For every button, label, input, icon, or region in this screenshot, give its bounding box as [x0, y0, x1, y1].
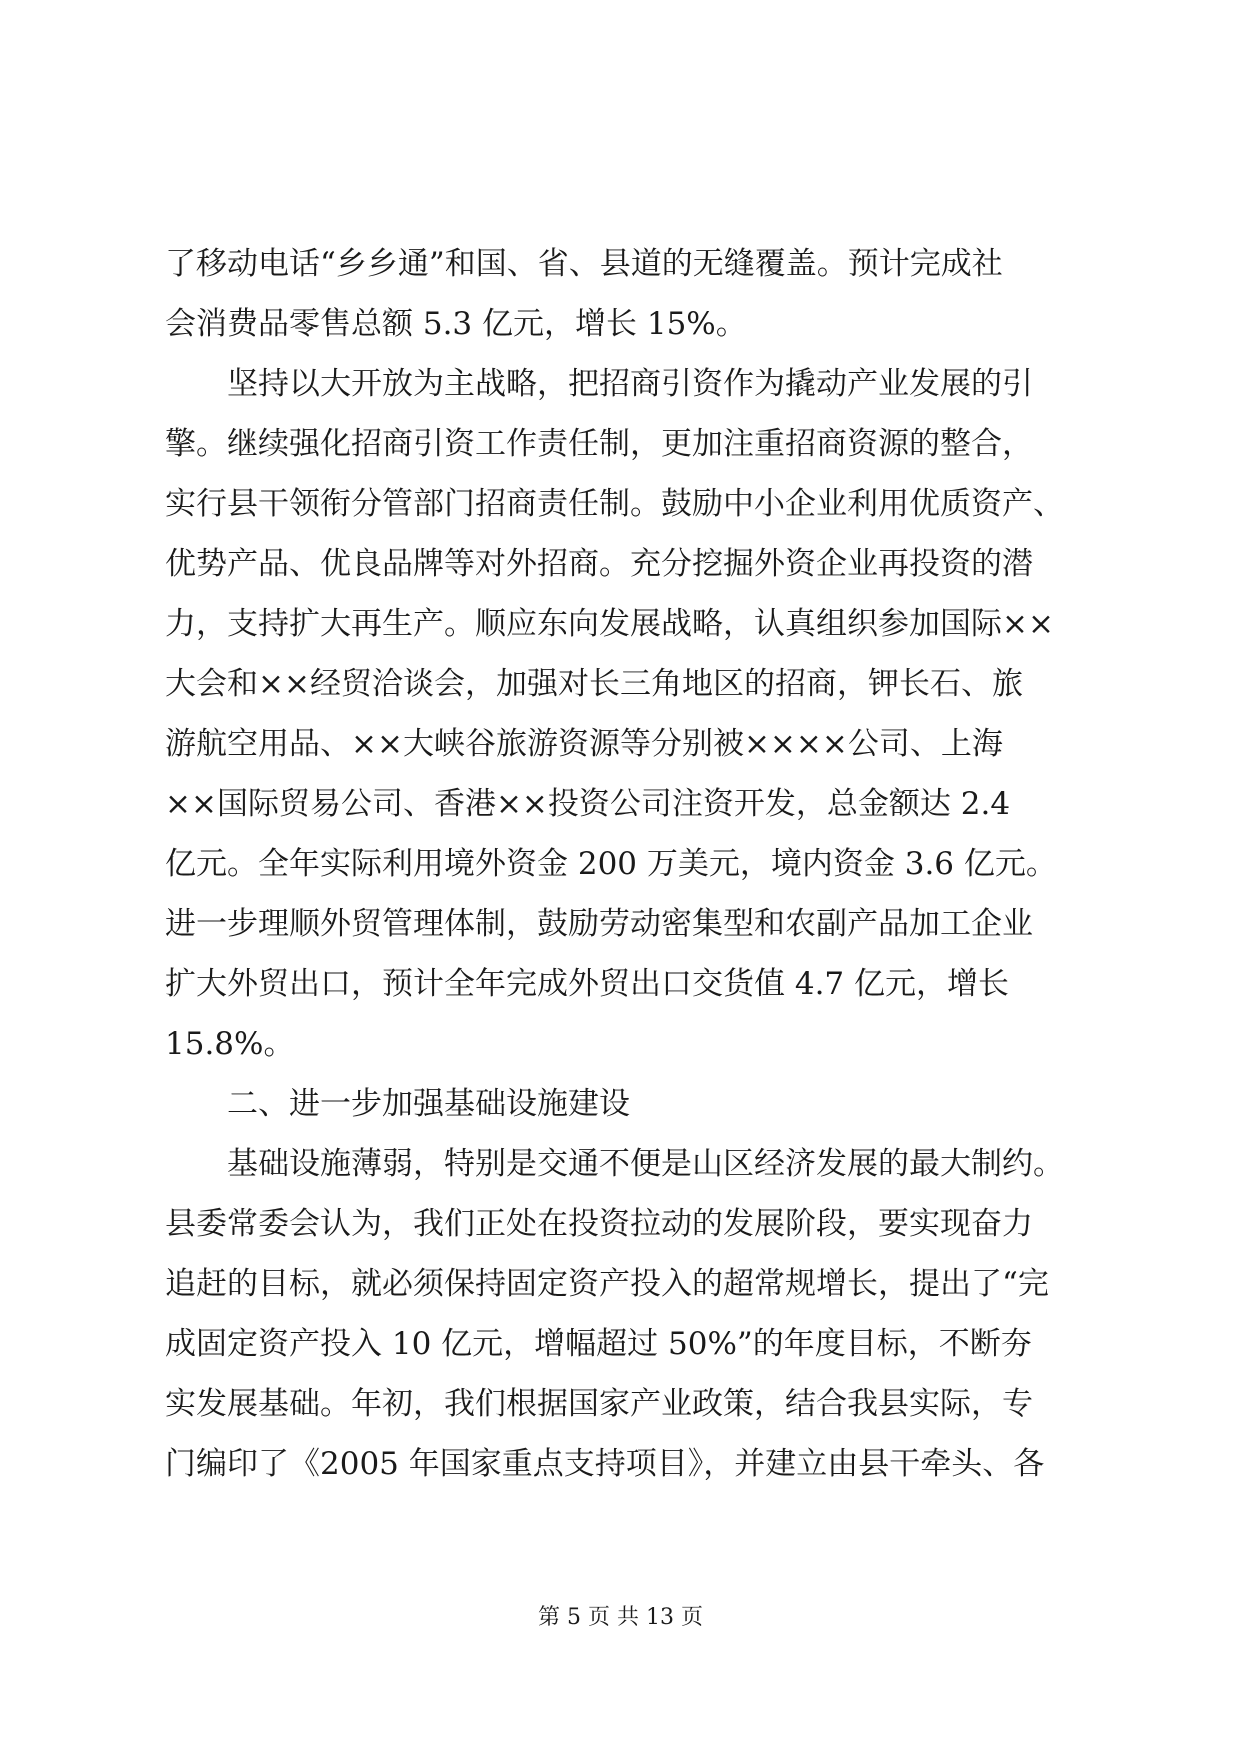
body-text-line: 力，支持扩大再生产。顺应东向发展战略，认真组织参加国际××	[165, 606, 1054, 642]
body-text-line: 进一步理顺外贸管理体制，鼓励劳动密集型和农副产品加工企业	[165, 906, 1033, 942]
body-text-line: 亿元。全年实际利用境外资金 200 万美元，境内资金 3.6 亿元。	[165, 846, 1057, 882]
body-text-line: 优势产品、优良品牌等对外招商。充分挖掘外资企业再投资的潜	[165, 546, 1033, 582]
body-text-line: 门编印了《2005 年国家重点支持项目》，并建立由县干牵头、各	[165, 1446, 1045, 1482]
body-text-line: 实行县干领衔分管部门招商责任制。鼓励中小企业利用优质资产、	[165, 486, 1064, 522]
body-text-line: 实发展基础。年初，我们根据国家产业政策，结合我县实际，专	[165, 1386, 1033, 1422]
body-text-line: 坚持以大开放为主战略，把招商引资作为撬动产业发展的引	[165, 366, 1033, 402]
body-text-line: 15.8%。	[165, 1026, 295, 1062]
body-text-line: 游航空用品、××大峡谷旅游资源等分别被××××公司、上海	[165, 726, 1003, 762]
body-text-line: 基础设施薄弱，特别是交通不便是山区经济发展的最大制约。	[165, 1146, 1064, 1182]
body-text-line: 成固定资产投入 10 亿元，增幅超过 50%”的年度目标，不断夯	[165, 1326, 1032, 1362]
body-text-line: 了移动电话“乡乡通”和国、省、县道的无缝覆盖。预计完成社	[165, 246, 1003, 282]
body-text-line: 擎。继续强化招商引资工作责任制，更加注重招商资源的整合，	[165, 426, 1033, 462]
section-heading: 二、进一步加强基础设施建设	[165, 1086, 630, 1122]
body-text-line: 大会和××经贸洽谈会，加强对长三角地区的招商，钾长石、旅	[165, 666, 1023, 702]
body-text-line: ××国际贸易公司、香港××投资公司注资开发，总金额达 2.4	[165, 786, 1011, 822]
body-text-line: 扩大外贸出口，预计全年完成外贸出口交货值 4.7 亿元，增长	[165, 966, 1010, 1002]
body-text-line: 县委常委会认为，我们正处在投资拉动的发展阶段，要实现奋力	[165, 1206, 1033, 1242]
body-text-line: 会消费品零售总额 5.3 亿元，增长 15%。	[165, 306, 747, 342]
body-text-line: 追赶的目标，就必须保持固定资产投入的超常规增长，提出了“完	[165, 1266, 1049, 1302]
page-number-footer: 第 5 页 共 13 页	[538, 1605, 703, 1630]
